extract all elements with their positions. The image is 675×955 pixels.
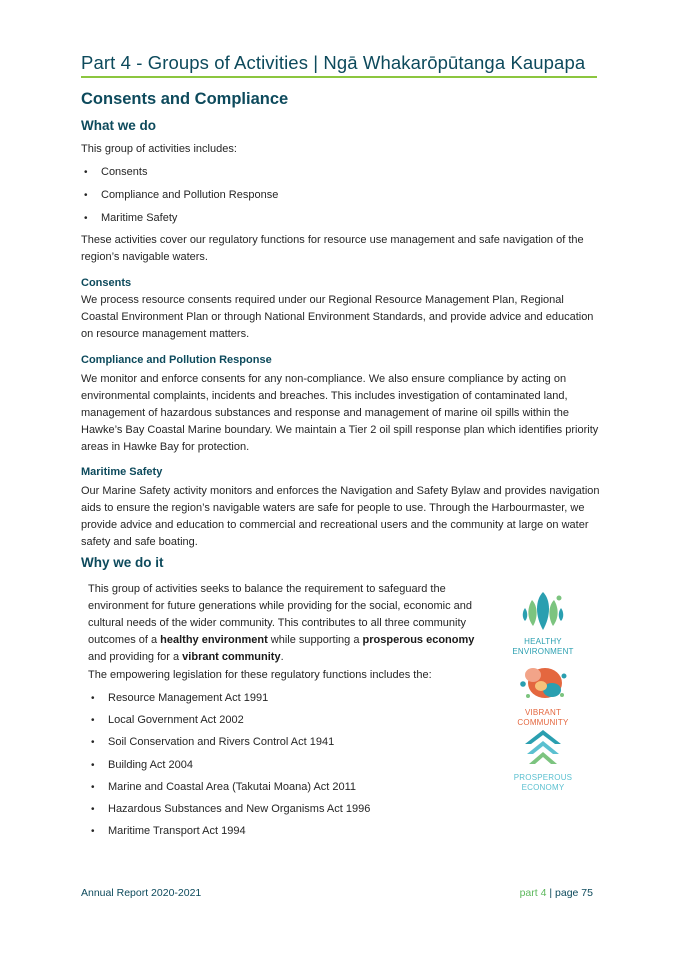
vibrant-community-label: VIBRANT COMMUNITY xyxy=(517,708,569,727)
bullet: • xyxy=(91,715,95,727)
bullet: • xyxy=(84,167,88,178)
compliance-text: We monitor and enforce consents for any non-compliance. We also ensure compliance by acting on environmental complaints, incidents and breaches. This includes investigation of contaminated land, management of hazardous substances and response and management of marine oil spills within the Hawke’s Bay Coastal Marine boundary. We maintain a Tier 2 oil spill response plan which identifies priority areas in Hawke Bay for protection. xyxy=(81,373,599,453)
healthy-environment-label: HEALTHY ENVIRONMENT xyxy=(512,637,574,656)
list-item: • Local Government Act 2002 xyxy=(88,712,370,734)
prosperous-economy-outcome xyxy=(508,728,578,792)
vibrant-community-outcome xyxy=(508,663,578,727)
healthy-environment-emphasis: healthy environment xyxy=(160,634,268,646)
activities-list xyxy=(81,164,278,233)
bullet: • xyxy=(91,737,95,749)
bullet: • xyxy=(91,781,95,793)
what-we-do-summary: These activities cover our regulatory functions for resource use management and safe navigation of the region’s navigable waters. xyxy=(81,234,584,263)
bullet: • xyxy=(91,759,95,771)
what-we-do-intro: This group of activities includes: xyxy=(81,143,237,155)
bullet: • xyxy=(84,190,88,201)
footer-page-number xyxy=(520,887,593,899)
vibrant-community-emphasis: vibrant community xyxy=(182,651,281,663)
legislation-list xyxy=(88,690,370,845)
prosperous-economy-icon xyxy=(521,728,565,768)
prosperous-economy-emphasis: prosperous economy xyxy=(362,634,475,646)
list-item: • Marine and Coastal Area (Takutai Moana) Act 2011 xyxy=(88,779,370,801)
header-divider xyxy=(81,76,597,78)
maritime-text: Our Marine Safety activity monitors and enforces the Navigation and Safety Bylaw and provides navigation aids to ensure the region’s navigable waters are safe for people to use. Through the Harbourmaster, we provide advice and education to commercial and recreational users and the community at large on water safety and safe boating. xyxy=(81,485,600,548)
legislation-intro: The empowering legislation for these regulatory functions includes the: xyxy=(88,669,432,681)
footer-report-title: Annual Report 2020-2021 xyxy=(81,887,202,899)
healthy-environment-icon xyxy=(521,590,565,632)
list-item: • Consents xyxy=(81,164,278,187)
section-title: Consents and Compliance xyxy=(81,90,289,108)
footer-page: page 75 xyxy=(555,887,593,899)
bullet: • xyxy=(84,213,88,224)
list-item: • Compliance and Pollution Response xyxy=(81,187,278,210)
bullet: • xyxy=(91,803,95,815)
healthy-environment-outcome xyxy=(508,590,578,656)
bullet: • xyxy=(91,693,95,704)
footer-part: part 4 xyxy=(519,887,547,899)
bullet: • xyxy=(91,826,95,838)
maritime-heading: Maritime Safety xyxy=(81,466,163,478)
list-item: • Resource Management Act 1991 xyxy=(88,690,370,712)
consents-text: We process resource consents required under our Regional Resource Management Plan, Regional Coastal Environment Plan or through National Environment Standards, and provide advice and education on resource management matters. xyxy=(81,294,594,340)
consents-heading: Consents xyxy=(81,277,132,289)
list-item: • Building Act 2004 xyxy=(88,757,370,779)
prosperous-economy-label: PROSPEROUS ECONOMY xyxy=(513,773,573,792)
list-item: • Hazardous Substances and New Organisms Act 1996 xyxy=(88,801,370,823)
why-we-do-it-heading: Why we do it xyxy=(81,555,164,570)
page-header-title: Part 4 - Groups of Activities | Ngā Whakarōpūtanga Kaupapa xyxy=(81,52,586,73)
list-item: • Maritime Safety xyxy=(81,210,278,233)
list-item: • Soil Conservation and Rivers Control Act 1941 xyxy=(88,734,370,756)
footer-separator: | xyxy=(549,887,553,899)
why-we-do-it-paragraph: This group of activities seeks to balance the requirement to safeguard the environment for future generations while providing for the social, economic and cultural needs of the wider community. This contributes to all three community outcomes of a healthy environment while supporting a prosperous economy and providing for a vibrant community. xyxy=(88,583,475,663)
compliance-heading: Compliance and Pollution Response xyxy=(81,354,272,366)
vibrant-community-icon xyxy=(518,663,568,703)
list-item: • Maritime Transport Act 1994 xyxy=(88,823,370,845)
what-we-do-heading: What we do xyxy=(81,118,156,133)
